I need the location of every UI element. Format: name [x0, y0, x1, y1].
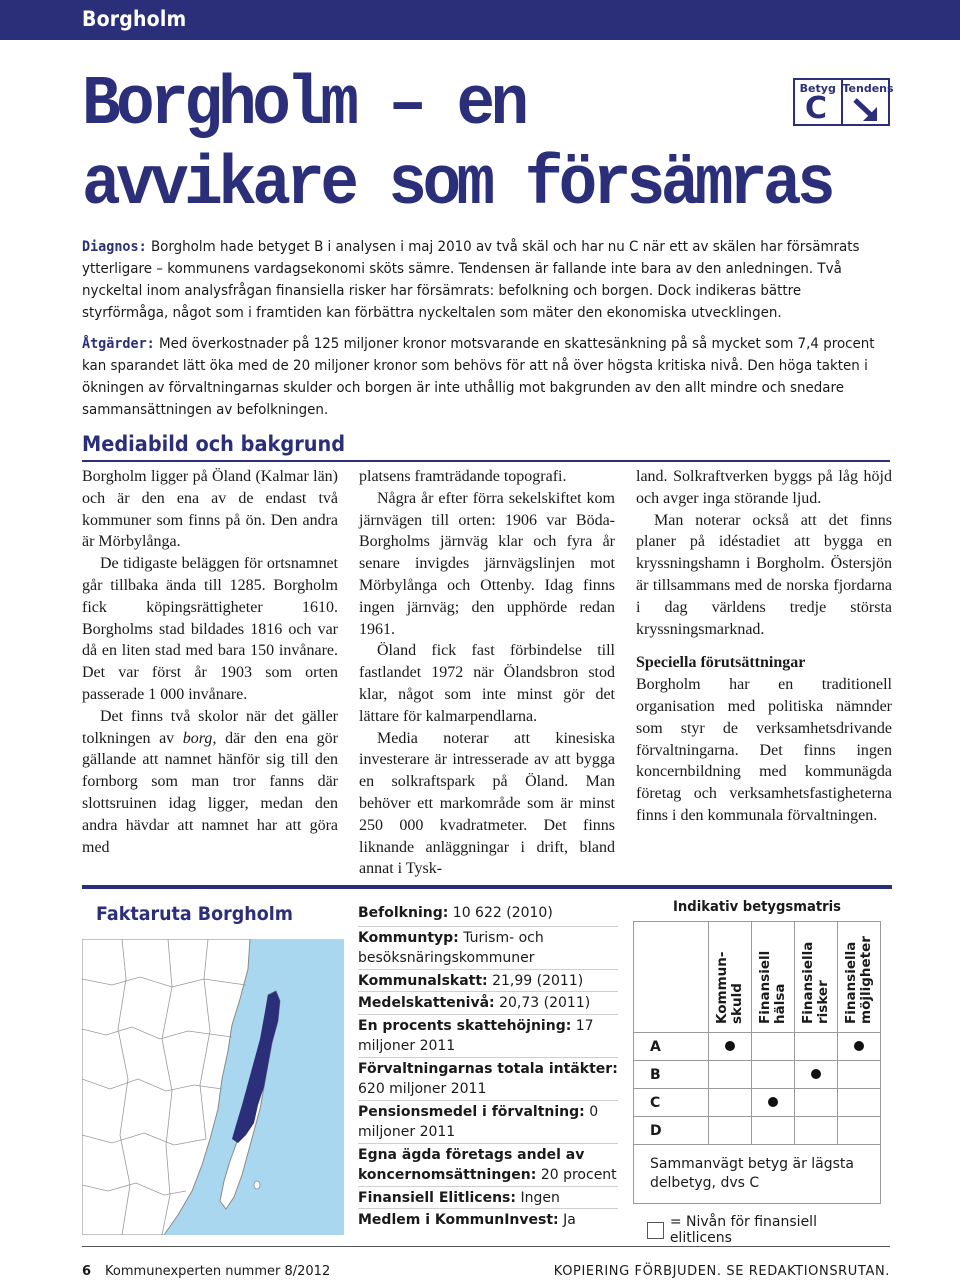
matrix-column-header — [795, 922, 838, 1033]
paragraph: platsens framträdande topografi. — [359, 468, 567, 485]
matrix-table — [633, 921, 881, 1145]
page-footer — [82, 1246, 890, 1279]
section-header-label: Borgholm — [82, 7, 187, 31]
fact-value: 620 miljoner 2011 — [358, 1081, 487, 1097]
matrix-cell — [795, 1033, 838, 1061]
fact-label: Förvaltningarnas totala intäkter: — [358, 1060, 618, 1077]
matrix-column-header — [709, 922, 752, 1033]
paragraph: Öland fick fast förbindelse till fastlandet 1972 när Ölandsbron stod klar, något som inte minst gör det lättare för kalmarpendlarna. — [359, 642, 615, 725]
paragraph: De tidigaste beläggen för ortsnamnet går tillbaka ända till 1285. Borgholm fick köpingsrättigheter 1610. Borgholms stad bildades 1816 och var då en liten stad med bara 150 invånare. Det var först år 1903 som orten passerade 1 000 invånare. — [82, 555, 338, 703]
measures-label: Åtgärder: — [82, 335, 155, 352]
rating-box — [793, 78, 894, 126]
fact-row — [358, 903, 618, 924]
matrix-column-label: Finansiell hälsa — [757, 950, 788, 1024]
measures-paragraph — [82, 333, 892, 421]
matrix-cell — [752, 1033, 795, 1061]
fact-row — [358, 991, 618, 1014]
fact-value: Ingen — [516, 1189, 560, 1206]
fact-value: 21,99 (2011) — [487, 972, 584, 989]
fact-box-title: Faktaruta Borgholm — [96, 903, 293, 925]
diagnosis-paragraph — [82, 236, 892, 324]
matrix-cell — [838, 1033, 881, 1061]
fact-label: Kommunalskatt: — [358, 972, 488, 989]
legend-text: = Nivån för finansiell elitlicens — [669, 1214, 817, 1246]
matrix-mark-dot — [811, 1069, 821, 1079]
municipality-map — [82, 939, 344, 1235]
matrix-mark-dot — [854, 1041, 864, 1051]
matrix-cell — [709, 1089, 752, 1117]
matrix-row — [634, 1033, 881, 1061]
fact-label: Finansiell Elitlicens: — [358, 1189, 516, 1206]
matrix-column-label: Finansiella risker — [800, 941, 831, 1024]
fact-row — [358, 1057, 618, 1100]
paragraph: Några år efter förra sekelskiftet kom järnvägen till orten: 1906 var Böda-Borgholms järnväg klar och fyra år senare invigdes järnvägslinjen mot Mörbylånga och Ottenby. Idag finns ingen järnväg; den upphörde redan 1961. — [359, 489, 615, 638]
matrix-corner — [634, 922, 709, 1033]
subheading: Speciella förutsättningar — [636, 654, 806, 672]
rating-grade-label: Betyg — [799, 82, 836, 95]
fact-value: 20,73 (2011) — [494, 995, 591, 1011]
legend-square-icon — [647, 1222, 664, 1239]
matrix-column-label: Kommun-skuld — [714, 951, 745, 1024]
rating-trend-label: Tendens — [842, 82, 894, 95]
section-divider — [82, 460, 890, 462]
fact-value: 20 procent — [536, 1167, 617, 1183]
matrix-row-label: C — [634, 1089, 709, 1117]
measures-text: Med överkostnader på 125 miljoner kronor motsvarande en skattesänkning på så mycket som 7,4 procent kan sparandet lätt öka med de 20 miljoner kronor som behövs för att nå över högsta kritiska nivå. Den höga takten i ökningen av förvaltningarnas skulder och borgen är inte uthållig mot bakgrunden av den allt mindre och snedare sammansättningen av befolkningen. — [82, 335, 875, 418]
fact-row — [358, 1208, 618, 1231]
fact-list — [358, 903, 618, 1231]
copyright-notice: KOPIERING FÖRBJUDEN. SE REDAKTIONSRUTAN. — [553, 1264, 890, 1279]
matrix-cell — [709, 1061, 752, 1089]
article-title-line1: Borgholm – en — [82, 66, 525, 145]
matrix-cell — [709, 1033, 752, 1061]
fact-row — [358, 969, 618, 992]
fact-row — [358, 1143, 618, 1186]
paragraph-emphasis: borg — [182, 729, 213, 747]
paragraph — [82, 706, 338, 859]
fact-label: Medelskattenivå: — [358, 995, 495, 1011]
body-column-2 — [359, 466, 615, 880]
paragraph: land. Solkraftverken byggs på låg höjd och avger inga störande ljud. — [636, 468, 892, 507]
fact-row — [358, 1014, 618, 1057]
fact-label: En procents skattehöjning: — [358, 1017, 572, 1034]
matrix-row — [634, 1061, 881, 1089]
matrix-mark-dot — [725, 1041, 735, 1051]
publication-name: Kommunexperten nummer 8/2012 — [105, 1264, 331, 1279]
body-column-1 — [82, 466, 338, 858]
diagnosis-label: Diagnos: — [82, 238, 147, 255]
matrix-cell — [752, 1117, 795, 1145]
fact-label: Pensionsmedel i förvaltning: — [358, 1103, 585, 1120]
body-column-3 — [636, 466, 892, 827]
fact-value: 10 622 (2010) — [448, 905, 553, 921]
paragraph: Media noterar att kinesiska investerare är intresserade av att bygga en solkraftspark på Öland. Man behöver ett markområde som är minst 250 000 kvadratmeter. Det finns liknande anläggningar i drift, bland annat i Tysk- — [359, 729, 615, 878]
rating-grade: C — [805, 91, 828, 126]
matrix-row — [634, 1117, 881, 1145]
matrix-legend — [633, 1214, 881, 1246]
matrix-cell — [838, 1117, 881, 1145]
diagnosis-text: Borgholm hade betyget B i analysen i maj 2010 av två skäl och har nu C när ett av skälen har försämrats ytterligare – kommunens vardagsekonomi sköts sämre. Tendensen är fallande inte bara av den anledningen. Två nyckeltal inom analysfrågan finansiella risker har försämrats: befolkning och borgen. Dock indikeras bättre styrförmåga, något som i framtiden kan förbättra nyckeltalen som mäter den ekonomiska utvecklingen. — [82, 238, 860, 321]
matrix-column-header — [838, 922, 881, 1033]
arrow-down-right-icon — [851, 96, 881, 124]
fact-label: Egna ägda företags andel av koncernomsättningen: — [358, 1146, 585, 1183]
map-image — [82, 939, 344, 1235]
rating-trend-cell — [841, 80, 894, 124]
fact-row — [358, 1100, 618, 1143]
footer-left — [82, 1264, 330, 1279]
paragraph-text: Det finns två skolor när det gäller tolkningen av — [82, 707, 338, 747]
matrix-mark-dot — [768, 1097, 778, 1107]
matrix-row-label: A — [634, 1033, 709, 1061]
fact-label: Medlem i KommunInvest: — [358, 1212, 559, 1228]
matrix-cell — [795, 1061, 838, 1089]
matrix-summary: Sammanvägt betyg är lägsta delbetyg, dvs C — [633, 1145, 881, 1204]
page-number: 6 — [82, 1264, 92, 1279]
fact-row — [358, 926, 618, 969]
fact-value: Turism- och besöksnäringskommuner — [358, 929, 544, 966]
fact-value: 17 miljoner 2011 — [358, 1017, 594, 1054]
matrix-cell — [752, 1061, 795, 1089]
rating-grade-cell — [795, 80, 841, 124]
matrix-cell — [795, 1089, 838, 1117]
matrix-title: Indikativ betygsmatris — [673, 899, 841, 915]
fact-row — [358, 1186, 618, 1209]
matrix-cell — [752, 1089, 795, 1117]
matrix-column-header — [752, 922, 795, 1033]
section-title: Mediabild och bakgrund — [82, 432, 346, 456]
fact-label: Befolkning: — [358, 905, 449, 921]
paragraph: Man noterar också att det finns planer på idéstadiet att bygga en kryssningshamn i Borgholm. Östersjön är tillsammans med de norska fjordarna i dag världens tredje största kryssningsmarknad. — [636, 511, 892, 638]
fact-value: Ja — [558, 1212, 576, 1228]
matrix-cell — [838, 1089, 881, 1117]
matrix-cell — [709, 1117, 752, 1145]
fact-box — [82, 885, 892, 1246]
fact-value: 0 miljoner 2011 — [358, 1103, 599, 1140]
matrix-cell — [838, 1061, 881, 1089]
rating-matrix — [633, 899, 881, 1246]
matrix-row-label: B — [634, 1061, 709, 1089]
paragraph: Borgholm har en traditionell organisation med politiska nämnder som styr de verksamhetsdrivande förvaltningarna. Det finns ingen koncernbildning med kommunägda företag och verksamhetsfastigheterna finns i den kommunala förvaltningen. — [636, 676, 892, 824]
paragraph: Borgholm ligger på Öland (Kalmar län) och är den ena av de endast två kommuner som finns på ön. Den andra är Mörbylånga. — [82, 468, 338, 551]
fact-label: Kommuntyp: — [358, 929, 459, 946]
matrix-row — [634, 1089, 881, 1117]
matrix-row-label: D — [634, 1117, 709, 1145]
matrix-column-label: Finansiella möjligheter — [843, 936, 874, 1024]
article-title-line2: avvikare som försämras — [82, 146, 832, 225]
paragraph-text: , där den ena gör gällande att namnet hänför sig till den fornborg som man tror fanns där slottsruinen idag ligger, medan den andra hävdar att namnet har att göra med — [82, 729, 338, 856]
section-header-bar — [0, 0, 960, 40]
matrix-cell — [795, 1117, 838, 1145]
